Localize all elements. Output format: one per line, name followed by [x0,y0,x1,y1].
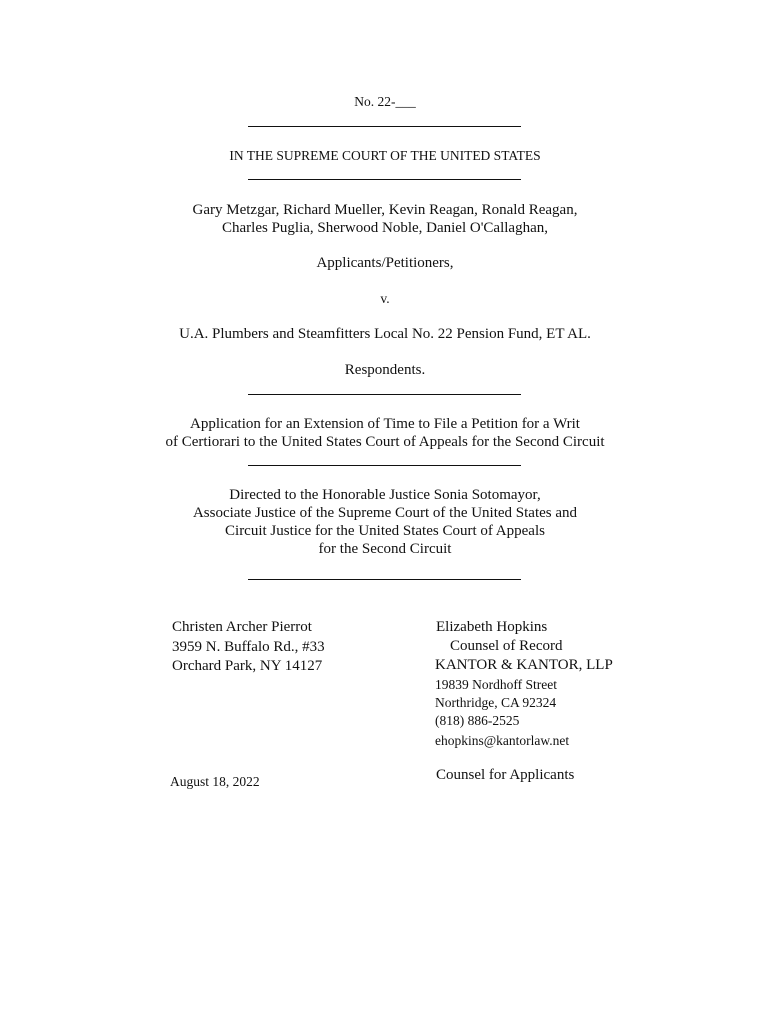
divider-line [248,179,521,180]
applicants-names-line2: Charles Puglia, Sherwood Noble, Daniel O'Callaghan, [222,220,548,236]
court-name: IN THE SUPREME COURT OF THE UNITED STATES [229,148,541,163]
applicants-names-line1: Gary Metzgar, Richard Mueller, Kevin Reagan, Ronald Reagan, [192,202,578,218]
left-counsel-address-line1: 3959 N. Buffalo Rd., #33 [172,639,325,655]
respondent-role: Respondents. [344,362,426,378]
directed-line1: Directed to the Honorable Justice Sonia Sotomayor, [229,487,541,503]
right-counsel-title: Counsel of Record [450,638,563,654]
right-counsel-email: ehopkins@kantorlaw.net [435,733,570,748]
right-counsel-city: Northridge, CA 92324 [435,695,557,710]
directed-line2: Associate Justice of the Supreme Court of the United States and [192,505,578,521]
docket-number: No. 22-___ [354,94,416,109]
respondent-name: U.A. Plumbers and Steamfitters Local No. 22 Pension Fund, ET AL. [179,326,591,342]
right-counsel-role: Counsel for Applicants [436,767,575,783]
applicants-role: Applicants/Petitioners, [316,255,454,271]
versus: v. [380,291,390,306]
application-title-line1: Application for an Extension of Time to File a Petition for a Writ [190,416,580,432]
left-counsel-address-line2: Orchard Park, NY 14127 [172,658,323,674]
right-counsel-name: Elizabeth Hopkins [436,619,548,635]
directed-line3: Circuit Justice for the United States Court of Appeals [225,523,545,539]
right-counsel-street: 19839 Nordhoff Street [435,677,557,692]
divider-line [248,579,521,580]
right-counsel-phone: (818) 886-2525 [435,713,520,728]
right-counsel-firm: KANTOR & KANTOR, LLP [435,657,613,673]
directed-line4: for the Second Circuit [318,541,452,557]
divider-line [248,126,521,127]
divider-line [248,394,521,395]
left-counsel-name: Christen Archer Pierrot [172,619,312,635]
application-title-line2: of Certiorari to the United States Court of Appeals for the Second Circuit [165,434,605,450]
divider-line [248,465,521,466]
filing-date: August 18, 2022 [170,774,260,789]
